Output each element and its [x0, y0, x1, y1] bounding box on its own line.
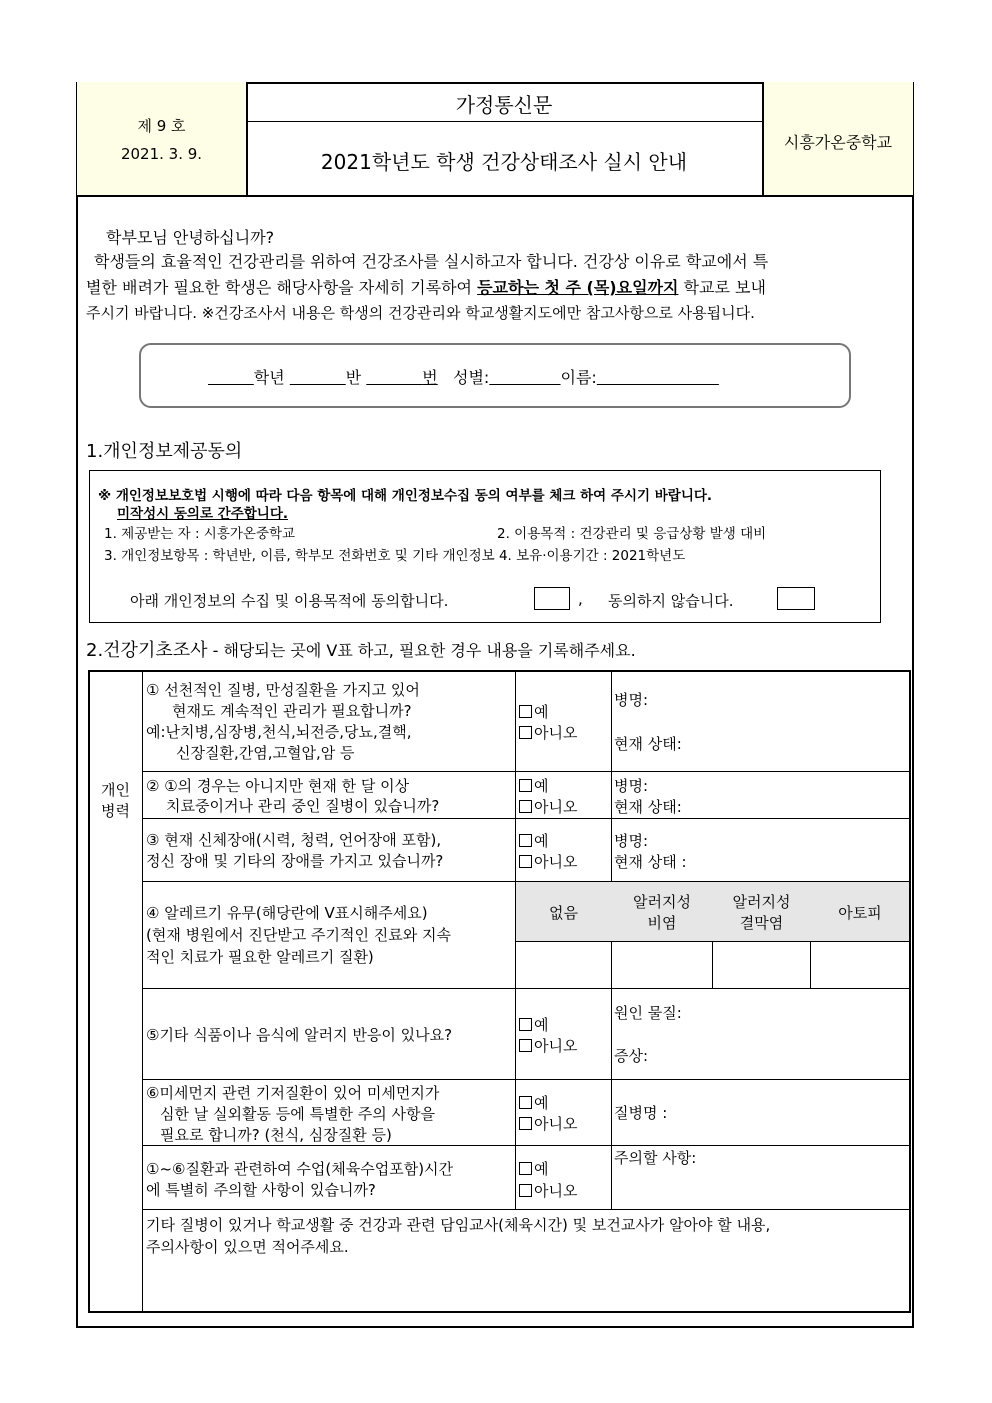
- consent-item-2: 2. 이용목적 : 건강관리 및 응급상황 발생 대비: [497, 526, 767, 542]
- q3-no[interactable]: 아니오: [519, 851, 577, 872]
- q7-yes[interactable]: 예: [519, 1158, 549, 1179]
- q2-no[interactable]: 아니오: [519, 796, 577, 817]
- q1-no[interactable]: 아니오: [519, 722, 577, 743]
- section1-title: 1.개인정보제공동의: [86, 441, 243, 462]
- issue-number: 제 9 호: [137, 117, 186, 135]
- allergy-atopy-header: 아토피: [838, 904, 882, 922]
- allergy-conjunctivitis-cell[interactable]: [713, 942, 810, 988]
- consent-notice: ※ 개인정보보호법 시행에 따라 다음 항목에 대해 개인정보수집 동의 여부를 체크 하여 주시기 바랍니다.: [98, 488, 713, 504]
- etc-input-area[interactable]: [143, 1258, 910, 1312]
- consent-default: 미작성시 동의로 간주합니다.: [117, 506, 289, 522]
- intro-line-2: 별한 배려가 필요한 학생은 해당사항을 자세히 기록하여 등교하는 첫 주 (목)요일까지 학교로 보내: [86, 278, 766, 297]
- greeting: 학부모님 안녕하십니까?: [106, 228, 275, 247]
- issue-cell: [77, 82, 246, 195]
- etc-line-1: 기타 질병이 있거나 학교생활 중 건강과 관련 담임교사(체육시간) 및 보건교사가 알아야 할 내용,: [146, 1216, 771, 1234]
- consent-item-3: 3. 개인정보항목 : 학년반, 이름, 학부모 전화번호 및 기타 개인정보 4. 보유·이용기간 : 2021학년도: [104, 548, 686, 564]
- deadline-text: 등교하는 첫 주 (목)요일까지: [477, 278, 679, 297]
- doc-type: 가정통신문: [455, 93, 553, 117]
- allergy-rhinitis-cell[interactable]: [612, 942, 712, 988]
- side-label: 개인 병력: [101, 781, 130, 820]
- section2-title: 2.건강기초조사 - 해당되는 곳에 V표 하고, 필요한 경우 내용을 기록해주세요.: [86, 640, 636, 661]
- intro-line-3: 주시기 바랍니다. ※건강조사서 내용은 학생의 건강관리와 학교생활지도에만 참고사항으로 사용됩니다.: [86, 304, 755, 322]
- allergy-atopy-cell[interactable]: [811, 942, 909, 988]
- student-info-line: 학년 반 번 성별: 이름:: [253, 368, 597, 387]
- q1-yes[interactable]: 예: [519, 701, 549, 722]
- page-title: 2021학년도 학생 건강상태조사 실시 안내: [320, 150, 688, 174]
- agree-label: 아래 개인정보의 수집 및 이용목적에 동의합니다.: [130, 592, 449, 610]
- intro-line-1: 학생들의 효율적인 건강관리를 위하여 건강조사를 실시하고자 합니다. 건강상 이유로 학교에서 특: [94, 252, 769, 271]
- q6-yes[interactable]: 예: [519, 1092, 549, 1113]
- allergy-none-header: 없음: [549, 904, 578, 922]
- disagree-checkbox[interactable]: [777, 587, 815, 610]
- etc-line-2: 주의사항이 있으면 적어주세요.: [146, 1238, 349, 1256]
- agree-checkbox[interactable]: [534, 587, 570, 610]
- consent-item-1: 1. 제공받는 자 : 시흥가온중학교: [104, 526, 296, 542]
- q7-no[interactable]: 아니오: [519, 1180, 577, 1201]
- q5-yes[interactable]: 예: [519, 1014, 549, 1035]
- school-name: 시흥가온중학교: [783, 133, 893, 152]
- allergy-rhinitis-header: 알러지성 비염: [633, 893, 691, 932]
- q3-yes[interactable]: 예: [519, 830, 549, 851]
- allergy-none-cell[interactable]: [516, 942, 611, 988]
- allergy-conjunctivitis-header: 알러지성 결막염: [732, 893, 791, 932]
- issue-date: 2021. 3. 9.: [120, 145, 203, 163]
- q6-no[interactable]: 아니오: [519, 1113, 577, 1134]
- disagree-label: 동의하지 않습니다.: [608, 592, 734, 610]
- q2-yes[interactable]: 예: [519, 775, 549, 796]
- q5-no[interactable]: 아니오: [519, 1035, 577, 1056]
